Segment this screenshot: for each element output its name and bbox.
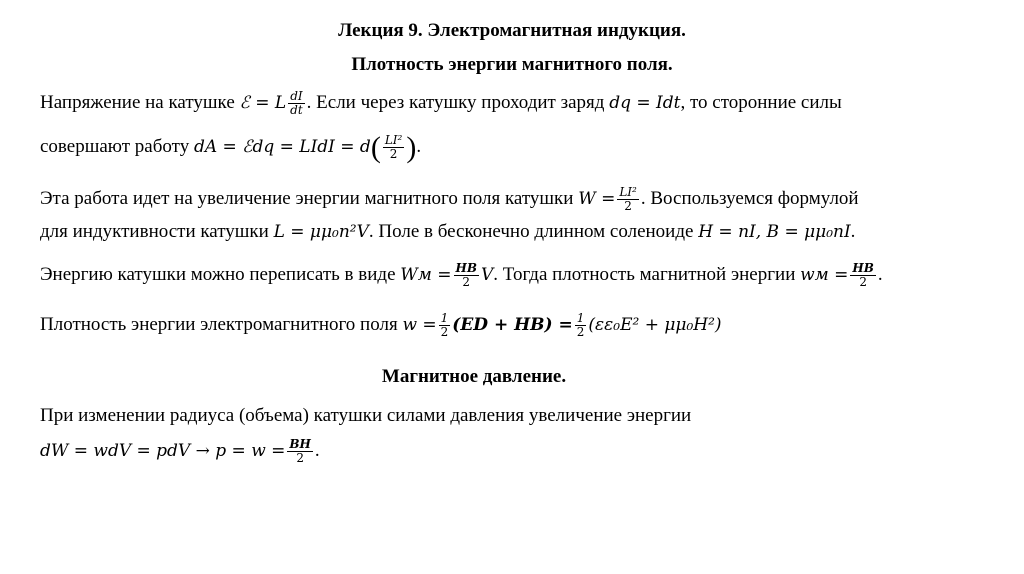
fraction-half: $\frac{1}{2}$ [440, 311, 449, 339]
page-title: Лекция 9. Электромагнитная индукция. [338, 20, 686, 41]
fraction-HB-2b: $\frac{\text{𝑯𝑩}}{2}$ [852, 261, 874, 289]
paragraph-work: совершают работу 𝑑𝐴 = ℰ𝑑𝑞 = 𝐿𝐼𝑑𝐼 = 𝑑( $\frac{\text{𝐿𝐼²}}{2}$ ). [40, 130, 422, 164]
formula-emf: ℰ = 𝐿 [239, 92, 287, 113]
formula-L: 𝐿 = 𝜇𝜇₀𝑛²𝑉 [273, 222, 369, 242]
formula-WM: 𝑊м = [400, 264, 452, 285]
formula-wM: 𝑤м = [800, 264, 849, 285]
fraction-LI2-2b: $\frac{\text{𝐿𝐼²}}{2}$ [619, 185, 637, 213]
fraction-LI2-2: $\frac{\text{𝐿𝐼²}}{2}$ [384, 133, 403, 161]
paragraph-pressure-formula: 𝑑𝑊 = 𝑤𝑑𝑉 = 𝑝𝑑𝑉 → 𝑝 = 𝑤 = $\frac{\text{𝑩𝑯}}{2}$ . [40, 437, 320, 465]
paragraph-energy: Эта работа идет на увеличение энергии магнитного поля катушки 𝑊 = $\frac{\text{𝐿𝐼²}}{2}$ . Воспользуемся формулой [40, 185, 859, 213]
formula-H-B: 𝐻 = 𝑛𝐼, 𝐵 = 𝜇𝜇₀𝑛𝐼 [698, 222, 851, 242]
fraction-dI-dt: $\frac{\text{𝑑𝐼}}{\text{𝑑𝑡}}$ [290, 89, 303, 117]
formula-w: 𝑤 = [402, 314, 437, 335]
formula-charge: 𝑑𝑞 = 𝐼𝑑𝑡 [609, 92, 681, 113]
fraction-BH-2: $\frac{\text{𝑩𝑯}}{2}$ [289, 437, 311, 465]
paragraph-density: Энергию катушки можно переписать в виде 𝑊м = $\frac{\text{𝑯𝑩}}{2}$ 𝑉. Тогда плотность магнитной энергии 𝑤м = $\frac{\text{𝑯𝑩}}{2}$ . [40, 261, 883, 289]
section2-title: Магнитное давление. [381, 366, 567, 387]
formula-pressure: 𝑑𝑊 = 𝑤𝑑𝑉 = 𝑝𝑑𝑉 → 𝑝 = 𝑤 = [40, 440, 286, 461]
paragraph-em-density: Плотность энергии электромагнитного поля 𝑤 = $\frac{1}{2}$ (𝑬𝑫 + 𝑯𝑩) = $\frac{1}{2}$ (𝜀𝜀₀𝐸² + 𝜇𝜇₀𝐻²) [40, 311, 722, 339]
formula-eps-mu: (𝜀𝜀₀𝐸² + 𝜇𝜇₀𝐻²) [588, 314, 722, 335]
paragraph-voltage: Напряжение на катушке ℰ = 𝐿 $\frac{\text{𝑑𝐼}}{\text{𝑑𝑡}}$ . Если через катушку проходит заряд 𝑑𝑞 = 𝐼𝑑𝑡, то сторонние силы [40, 89, 842, 117]
formula-W: 𝑊 = [578, 188, 616, 209]
formula-ED-HB: (𝑬𝑫 + 𝑯𝑩) = [452, 314, 573, 335]
paragraph-pressure: При изменении радиуса (объема) катушки силами давления увеличение энергии [40, 405, 692, 426]
section-title: Плотность энергии магнитного поля. [351, 54, 673, 75]
fraction-half-b: $\frac{1}{2}$ [576, 311, 585, 339]
formula-work: 𝑑𝐴 = ℰ𝑑𝑞 = 𝐿𝐼𝑑𝐼 = 𝑑 [193, 136, 371, 157]
paragraph-inductance: для индуктивности катушки 𝐿 = 𝜇𝜇₀𝑛²𝑉. Поле в бесконечно длинном соленоиде 𝐻 = 𝑛𝐼, 𝐵 = 𝜇𝜇₀𝑛𝐼. [40, 221, 856, 242]
fraction-HB-2: $\frac{\text{𝑯𝑩}}{2}$ [455, 261, 477, 289]
